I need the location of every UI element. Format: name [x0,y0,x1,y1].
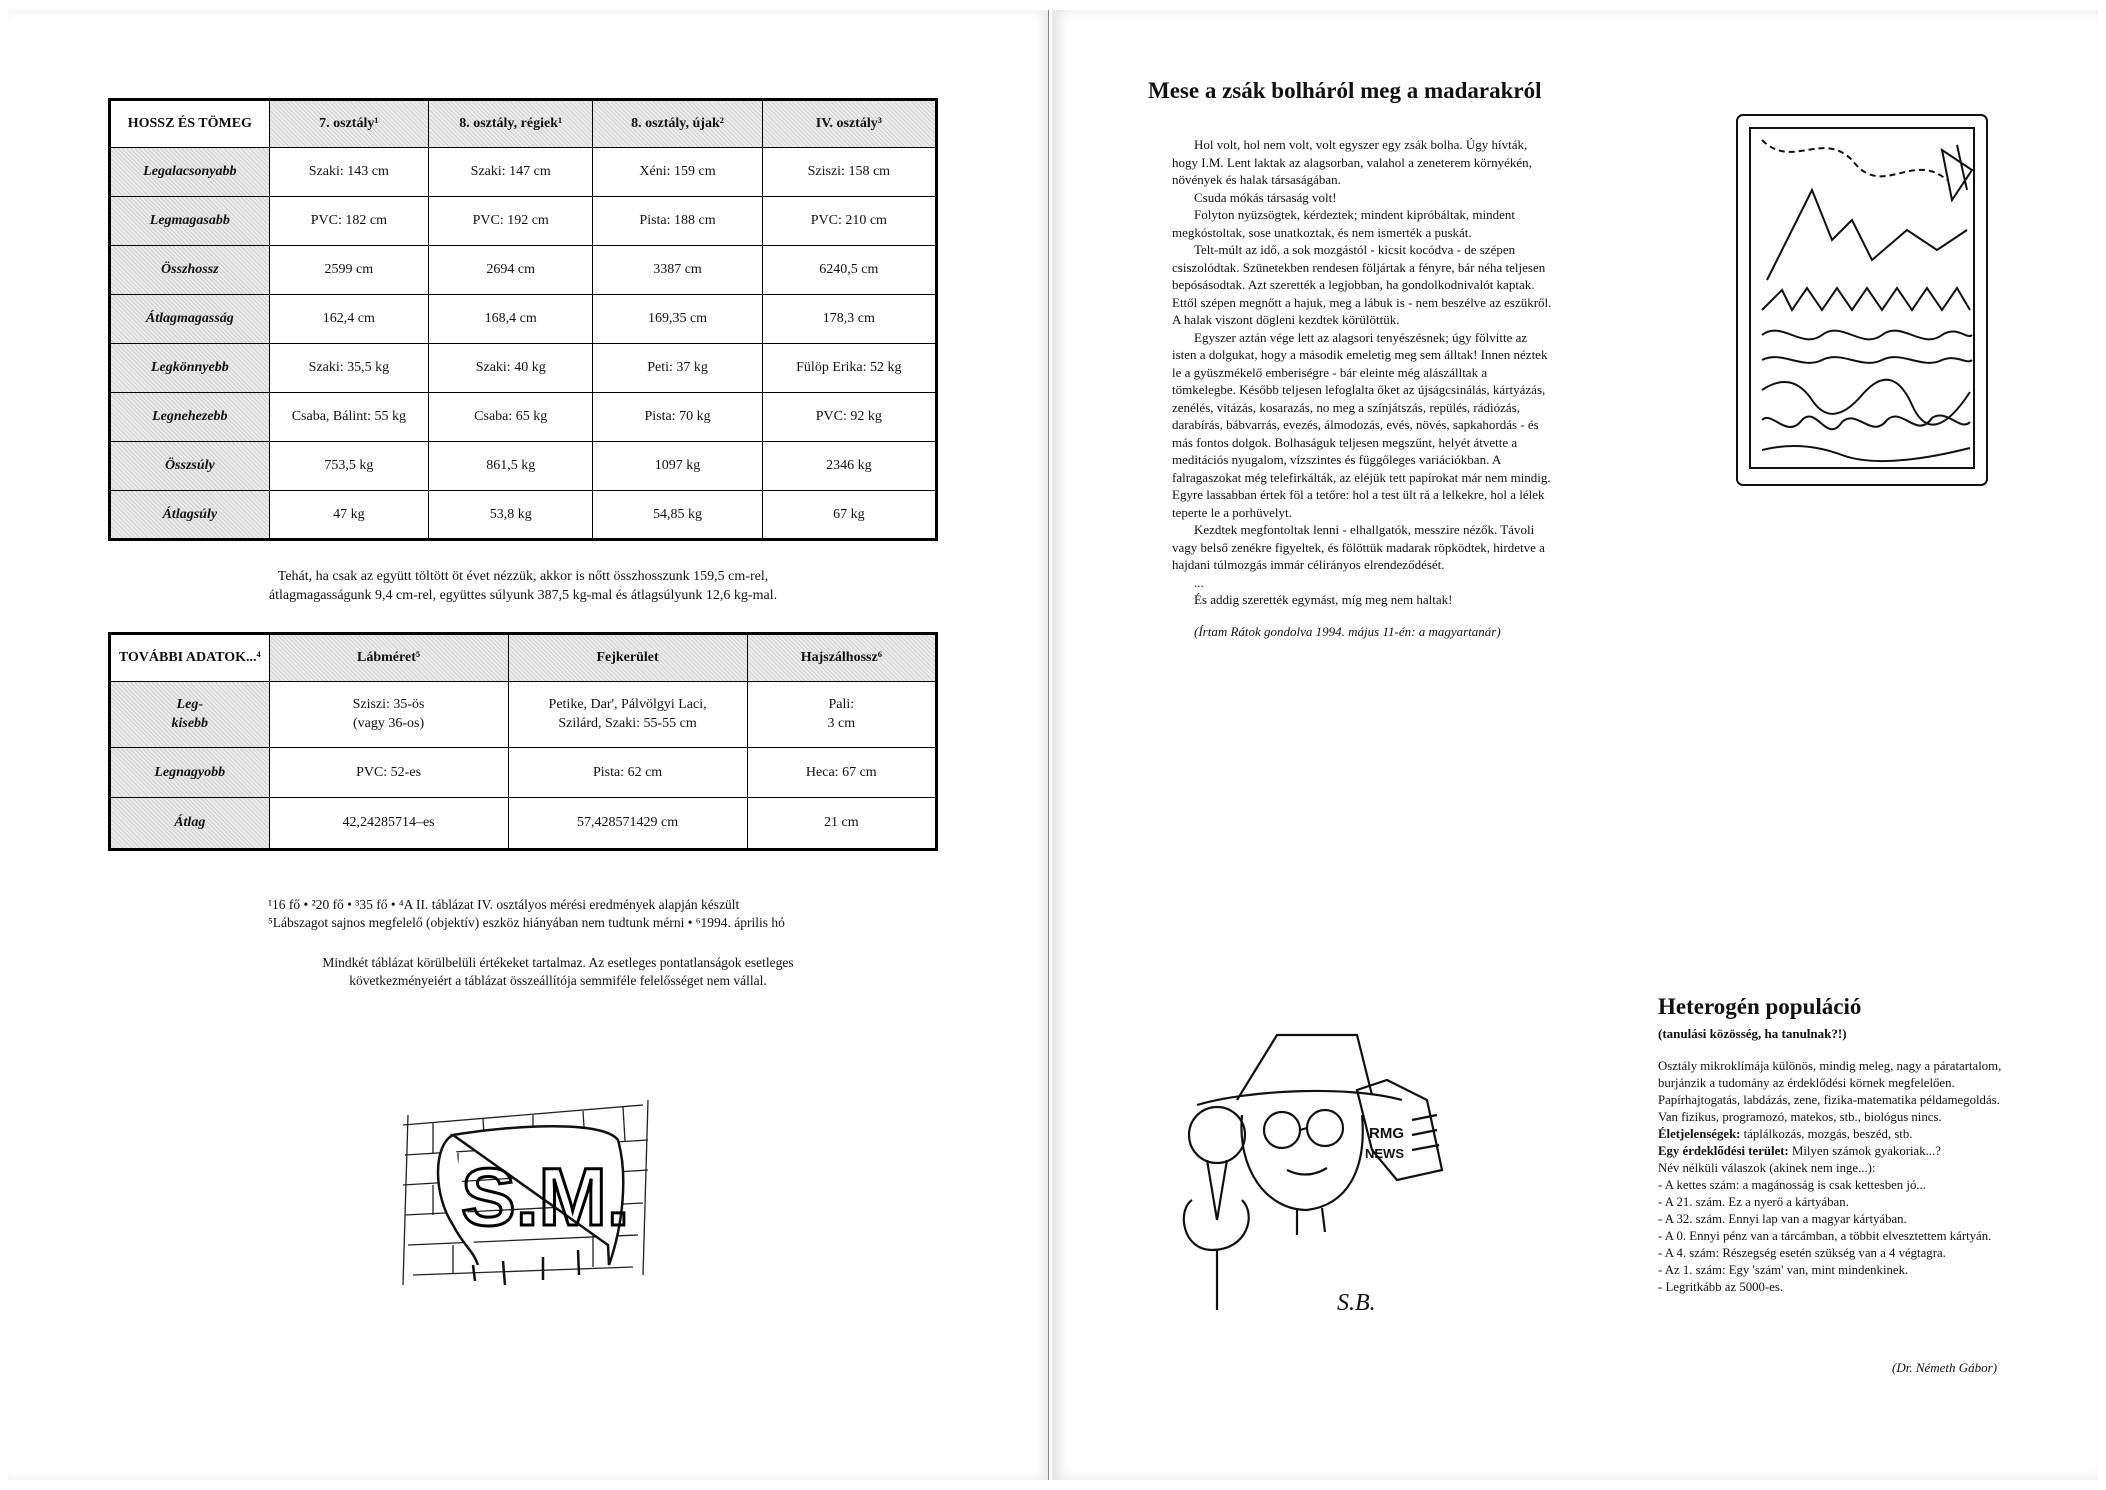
graffiti-wall-drawing [393,1085,673,1295]
disclaimer [208,954,908,990]
table-cell: PVC: 92 kg [762,393,936,442]
reporter-cartoon [1157,1020,1487,1330]
table-row [110,748,937,798]
story-paragraph: Hol volt, hol nem volt, volt egyszer egy zsák bolha. Úgy hívták, hogy I.M. Lent laktak az alagsorban, valahol a zeneterem környékén, növények és halak társaságában. [1172,137,1532,187]
row-label: Legnehezebb [110,393,270,442]
left-page [8,10,1049,1480]
table-cell: Pista: 62 cm [508,748,747,798]
row-label: Legnagyobb [110,748,270,798]
table-cell: 3387 cm [593,246,762,295]
table-cell: 178,3 cm [762,295,936,344]
story-paragraph: Csuda mókás társaság volt! [1194,189,1337,205]
table-cell [508,682,747,748]
cell-line: (vagy 36-os) [352,715,425,731]
footnote-line: ⁵Lábszagot sajnos megfelelő (objektív) eszköz hiányában nem tudtunk mérni • ⁶1994. április hó [268,915,785,931]
graffiti-text: S.M. [461,1152,630,1243]
landscape-sketch [1732,110,1992,490]
cell-line: Pali: [828,697,855,713]
sign-text-bottom: NEWS [1365,1146,1404,1161]
caption-line: átlagmagasságunk 9,4 cm-rel, együttes súlyunk 387,5 kg-mal és átlagsúlyunk 12,6 kg-mal. [268,587,778,603]
row-label-line: Leg- [176,697,203,713]
table-row [110,246,937,295]
heterogen-title: Heterogén populáció [1658,994,1862,1019]
row-label: Átlagsúly [110,491,270,540]
life-label: Életjelenségek: [1658,1127,1741,1141]
story-paragraph: Egyszer aztán vége lett az alagsori tenyészésnek; úgy fölvitte az isten a dolgukat, hogy a második emeletig meg sem álltak! Innen néztek le a gyüszmékelő emberiségre - bár eleinte még alászálltak a tömkelegbe. Később teljesen lefoglalta őket az újságcsinálás, kártyázás, zenélés, vitázás, kosarazás, no meg a színjátszás, repülés, rádiózás, darabírás, bábvarrás, evezés, álmodozás, evés, növés, sapkahordás - és más fontos dolgok. Bolhaságuk teljesen megszűnt, helyét átvette a meditációs nyugalom, vízszintes és függőleges variációkban. A falragaszokat még telefirkálták, az eléjük tett papírokat már nem mindig. Egyre lassabban értek föl a tetőre: hol a test ült rá a lelkekre, hol a lélek teperte le a porhüvelyt. [1172,329,1551,520]
table-cell: 753,5 kg [269,442,428,491]
answer-item: - A kettes szám: a magánosság is csak kettesben jó... [1658,1178,1926,1192]
table-row [110,682,937,748]
table-cell: PVC: 210 cm [762,197,936,246]
table-cell: 6240,5 cm [762,246,936,295]
table-cell [747,682,936,748]
row-label: Átlag [110,798,270,850]
table-cell: Heca: 67 cm [747,748,936,798]
table-header-cell: 8. osztály, régiek¹ [429,100,593,148]
table-row [110,393,937,442]
table-cell: Szaki: 143 cm [269,148,428,197]
table-cell: PVC: 182 cm [269,197,428,246]
table-caption [108,568,938,606]
table-row [110,798,937,850]
story-paragraph: Folyton nyüzsögtek, kérdeztek; mindent kipróbáltak, mindent megkóstoltak, sose unatkoztak, és nem ismerték a puskát. [1172,207,1515,240]
table-cell: Xéni: 159 cm [593,148,762,197]
table-cell: 2346 kg [762,442,936,491]
table-cell: Pista: 70 kg [593,393,762,442]
table-header-cell: 7. osztály¹ [269,100,428,148]
table-cell: 168,4 cm [429,295,593,344]
sign-text-top: RMG [1369,1125,1404,1142]
answer-item: - Legritkább az 5000-es. [1658,1280,1784,1294]
life-text: táplálkozás, mozgás, beszéd, stb. [1740,1127,1913,1141]
table-row [110,295,937,344]
heterogen-life [1658,1126,2028,1143]
table-cell: 169,35 cm [593,295,762,344]
cell-line: Szilárd, Szaki: 55-55 cm [558,715,697,731]
footnote-line: ¹16 fő • ²20 fő • ³35 fő • ⁴A II. táblázat IV. osztályos mérési eredmények alapján készült [268,897,740,912]
table-cell: 57,428571429 cm [508,798,747,850]
row-label: Összsúly [110,442,270,491]
table-header-cell: IV. osztály³ [762,100,936,148]
table-row [110,442,937,491]
answer-item: - A 21. szám. Ez a nyerő a kártyában. [1658,1195,1849,1209]
row-label [110,682,270,748]
table-cell: PVC: 192 cm [429,197,593,246]
table-header-row [110,634,937,682]
answer-item: - A 0. Ennyi pénz van a tárcámban, a többit elvesztettem kártyán. [1658,1229,1992,1243]
row-label: Összhossz [110,246,270,295]
row-label-line: kisebb [171,715,209,731]
row-label: Legmagasabb [110,197,270,246]
caption-line: Tehát, ha csak az együtt töltött öt évet nézzük, akkor is nőtt összhosszunk 159,5 cm-rel, [277,569,769,584]
table-header-row [110,100,937,148]
story-paragraph: Telt-múlt az idő, a sok mozgástól - kicsit kocódva - de szépen csiszolódtak. Szünetekben rendesen följártak a fényre, bár néha teljesen bepósásodtak. Azt szerették a legjobban, ha gondolkodnivalót kaptak. Ettől szépen megnőtt a hajuk, meg a lábuk is - nem beszélve az eszükről. A halak viszont dögleni kezdtek körülöttük. [1172,242,1552,327]
disclaimer-line: következményeiért a táblázat összeállítója semmiféle felelősséget nem vállal. [349,973,767,989]
answer-item: - A 4. szám: Részegség esetén szükség van a 4 végtagra. [1658,1246,1946,1260]
story-paragraph: ... [1194,574,1204,590]
cell-line: Sziszi: 35-ös [352,697,425,713]
table-header-cell: TOVÁBBI ADATOK...⁴ [110,634,270,682]
cell-line: Petike, Dar', Pálvölgyi Laci, [548,697,707,713]
table-cell: 861,5 kg [429,442,593,491]
table-row [110,491,937,540]
row-label: Átlagmagasság [110,295,270,344]
table-header-cell: 8. osztály, újak² [593,100,762,148]
cartoon-initials: S.B. [1337,1290,1376,1316]
heterogen-intro: Osztály mikroklímája különös, mindig meleg, nagy a páratartalom, burjánzik a tudomány az érdeklődési körnek megfelelően. Papírhajtogatás, labdázás, zene, fizika-matematika példamegoldás. [1658,1059,2002,1107]
table-header-cell: Fejkerület [508,634,747,682]
footnotes [268,896,968,932]
table-cell: 47 kg [269,491,428,540]
table-cell: PVC: 52-es [269,748,508,798]
table-cell: 162,4 cm [269,295,428,344]
story-text [1172,136,1552,640]
table-cell: 2599 cm [269,246,428,295]
table-cell: 67 kg [762,491,936,540]
story-signature: (Írtam Rátok gondolva 1994. május 11-én: a magyartanár) [1194,623,1501,639]
further-data-table [108,632,938,851]
row-label: Legkönnyebb [110,344,270,393]
table-cell: Fülöp Erika: 52 kg [762,344,936,393]
table-cell: Csaba: 65 kg [429,393,593,442]
heterogen-signature: (Dr. Németh Gábor) [1892,1360,1998,1375]
cell-line: 3 cm [827,715,856,731]
table-cell: 1097 kg [593,442,762,491]
row-label: Legalacsonyabb [110,148,270,197]
table-row [110,197,937,246]
table-cell: Sziszi: 158 cm [762,148,936,197]
table-header-cell: Lábméret⁵ [269,634,508,682]
heterogen-subtitle: (tanulási közösség, ha tanulnak?!) [1658,1026,1847,1041]
table-cell: 53,8 kg [429,491,593,540]
table-cell: 21 cm [747,798,936,850]
heterogen-anon: Név nélküli válaszok (akinek nem inge...): [1658,1161,1876,1175]
heterogen-line: Van fizikus, programozó, matekos, stb., biológus nincs. [1658,1110,1942,1124]
table-cell: 54,85 kg [593,491,762,540]
table-cell: Szaki: 35,5 kg [269,344,428,393]
story-paragraph: És addig szerették egymást, míg meg nem haltak! [1194,592,1453,607]
table-cell: 2694 cm [429,246,593,295]
heterogen-body [1658,1058,2028,1296]
table-header-cell: Hajszálhossz⁶ [747,634,936,682]
table-cell: Peti: 37 kg [593,344,762,393]
answer-item: - A 32. szám. Ennyi lap van a magyar kártyában. [1658,1212,1907,1226]
table-cell [269,682,508,748]
table-cell: Szaki: 147 cm [429,148,593,197]
interest-label: Egy érdeklődési terület: [1658,1144,1789,1158]
disclaimer-line: Mindkét táblázat körülbelüli értékeket tartalmaz. Az esetleges pontatlanságok esetleges [322,955,794,970]
heterogen-interest [1658,1143,2028,1160]
table-row [110,344,937,393]
height-weight-table [108,98,938,541]
story-title: Mese a zsák bolháról meg a madarakról [1148,78,1542,103]
interest-text: Milyen számok gyakoriak...? [1788,1144,1941,1158]
table-cell: 42,24285714–es [269,798,508,850]
table-row [110,148,937,197]
table-header-cell: HOSSZ ÉS TÖMEG [110,100,270,148]
right-page [1052,10,2098,1480]
table-cell: Pista: 188 cm [593,197,762,246]
answer-item: - Az 1. szám: Egy 'szám' van, mint mindenkinek. [1658,1263,1909,1277]
table-cell: Csaba, Bálint: 55 kg [269,393,428,442]
table-cell: Szaki: 40 kg [429,344,593,393]
story-paragraph: Kezdtek megfontoltak lenni - elhallgatók, messzire nézők. Távoli vagy belső zenékre figyeltek, és fölöttük madarak röpködtek, hirdetve a hajdani túlmozgás immár célirányos elrendeződését. [1172,522,1545,572]
